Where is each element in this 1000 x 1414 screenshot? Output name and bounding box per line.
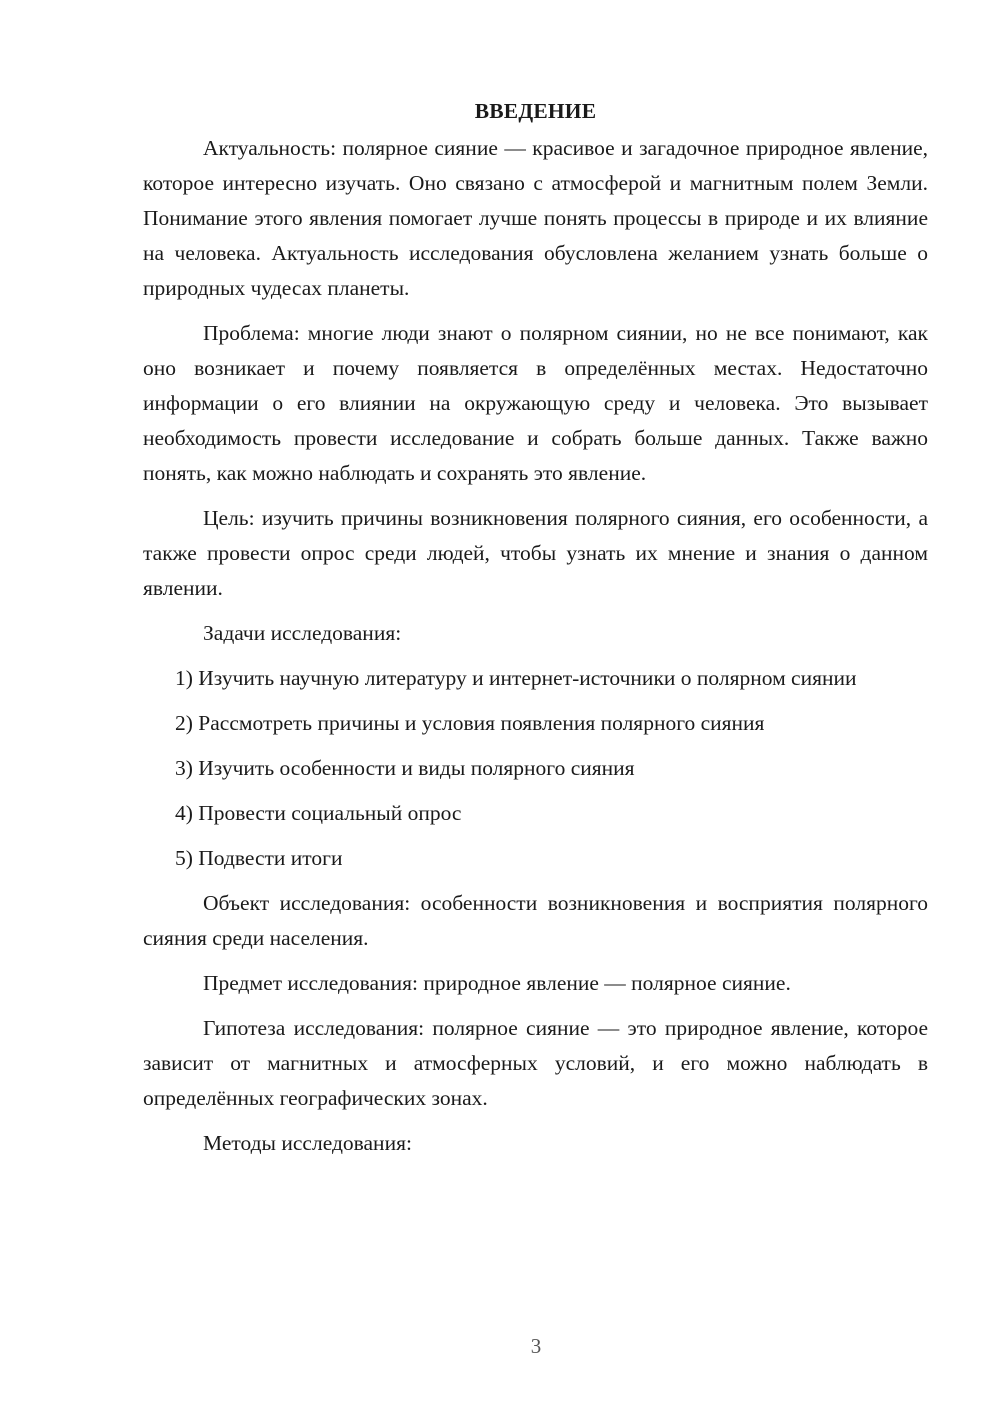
task-item-5: 5) Подвести итоги	[175, 846, 343, 870]
problem-paragraph: Проблема: многие люди знают о полярном сиянии, но не все понимают, как оно возникает и почему появляется в определённых местах. Недостаточно информации о его влиянии на окружающую среду и человека. Это вызывает необходимость провести исследование и собрать больше данных. Также важно понять, как можно наблюдать и сохранять это явление.	[143, 321, 928, 485]
relevance-paragraph: Актуальность: полярное сияние — красивое и загадочное природное явление, которое интересно изучать. Оно связано с атмосферой и магнитным полем Земли. Понимание этого явления помогает лучше понять процессы в природе и их влияние на человека. Актуальность исследования обусловлена желанием узнать больше о природных чудесах планеты.	[143, 136, 928, 300]
document-page	[143, 95, 928, 1171]
section-title: ВВЕДЕНИЕ	[474, 99, 597, 123]
task-item-2: 2) Рассмотреть причины и условия появления полярного сияния	[175, 711, 765, 735]
hypothesis-paragraph: Гипотеза исследования: полярное сияние — это природное явление, которое зависит от магнитных и атмосферных условий, и его можно наблюдать в определённых географических зонах.	[143, 1016, 928, 1110]
page-number: 3	[530, 1334, 542, 1358]
object-paragraph: Объект исследования: особенности возникновения и восприятия полярного сияния среди населения.	[143, 891, 928, 950]
tasks-heading: Задачи исследования:	[203, 621, 402, 645]
task-item-3: 3) Изучить особенности и виды полярного сияния	[175, 756, 635, 780]
methods-heading: Методы исследования:	[203, 1131, 412, 1155]
goal-paragraph: Цель: изучить причины возникновения полярного сияния, его особенности, а также провести опрос среди людей, чтобы узнать их мнение и знания о данном явлении.	[143, 506, 928, 600]
subject-paragraph: Предмет исследования: природное явление — полярное сияние.	[203, 971, 791, 995]
task-item-1: 1) Изучить научную литературу и интернет-источники о полярном сиянии	[175, 666, 857, 690]
task-item-4: 4) Провести социальный опрос	[175, 801, 462, 825]
